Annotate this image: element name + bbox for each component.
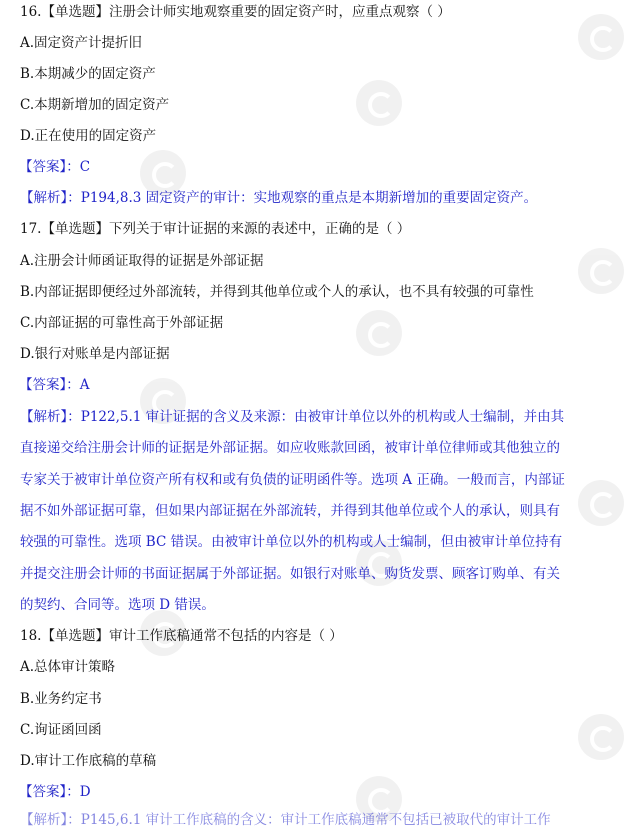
question-18-explanation-cutoff [20,810,612,828]
question-17-explanation-line-2: 直接递交给注册会计师的证据是外部证据。如应收账款回函，被审计单位律师或其他独立的 [20,440,560,456]
question-16-option-b: B.本期减少的固定资产 [20,66,156,82]
question-17-explanation-line-7: 的契约、合同等。选项 D 错误。 [20,597,215,613]
question-17-explanation-line-3: 专家关于被审计单位资产所有权和或有负债的证明函件等。选项 A 正确。一般而言，内部证 [20,472,565,488]
question-18-option-b: B.业务约定书 [20,691,102,707]
question-17-option-d: D.银行对账单是内部证据 [20,346,170,362]
question-17-explanation-line-1: 【解析】：P122,5.1 审计证据的含义及来源：由被审计单位以外的机构或人士编制，并由其 [20,409,565,425]
question-17-explanation-line-6: 并提交注册会计师的书面证据属于外部证据。如银行对账单、购货发票、顾客订购单、有关 [20,566,560,582]
question-17-answer: 【答案】：A [19,377,90,393]
question-17-explanation-line-4: 据不如外部证据可靠，但如果内部证据在外部流转，并得到其他单位或个人的承认，则具有 [20,503,560,519]
question-17-stem: 17.【单选题】下列关于审计证据的来源的表述中，正确的是（ ） [20,221,411,237]
question-17-option-c: C.内部证据的可靠性高于外部证据 [20,315,224,331]
question-17-option-b: B.内部证据即便经过外部流转，并得到其他单位或个人的承认，也不具有较强的可靠性 [20,284,534,300]
question-16-option-a: A.固定资产计提折旧 [20,35,143,51]
question-18-option-d: D.审计工作底稿的草稿 [20,753,157,769]
question-18-option-a: A.总体审计策略 [20,659,116,675]
question-17-option-a: A.注册会计师函证取得的证据是外部证据 [20,253,264,269]
question-16-stem: 16.【单选题】注册会计师实地观察重要的固定资产时，应重点观察（ ） [20,4,451,20]
question-16-option-d: D.正在使用的固定资产 [20,128,157,144]
question-18-answer: 【答案】：D [19,784,91,800]
question-18-option-c: C.询证函回函 [20,722,102,738]
question-16-option-c: C.本期新增加的固定资产 [20,97,170,113]
question-16-answer: 【答案】：C [19,159,91,175]
question-18-stem: 18.【单选题】审计工作底稿通常不包括的内容是（ ） [20,628,343,644]
question-16-explanation: 【解析】：P194,8.3 固定资产的审计：实地观察的重点是本期新增加的重要固定资产。 [20,190,538,206]
question-18-explanation: 【解析】：P145,6.1 审计工作底稿的含义：审计工作底稿通常不包括已被取代的审计工作 [20,812,551,828]
question-17-explanation-line-5: 较强的可靠性。选项 BC 错误。由被审计单位以外的机构或人士编制，但由被审计单位持有 [20,534,563,550]
